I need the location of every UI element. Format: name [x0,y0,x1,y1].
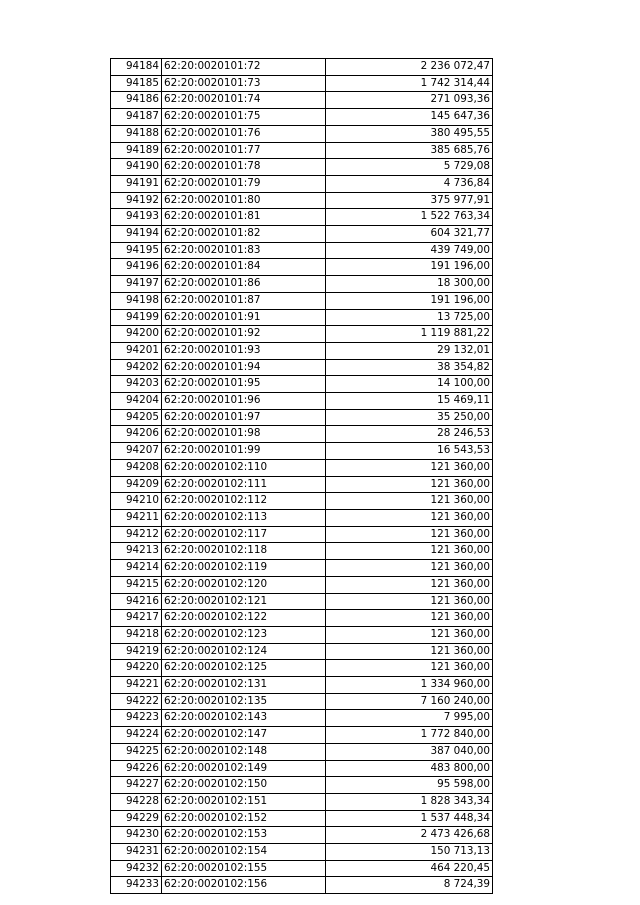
table-row [111,543,493,560]
table-row [111,660,493,677]
cadastral-value-cell: 271 093,36 [326,92,493,109]
cadastral-value-cell: 16 543,53 [326,443,493,460]
row-number-cell: 94205 [111,409,162,426]
table-row [111,793,493,810]
table-row [111,760,493,777]
table-row [111,142,493,159]
table-row [111,309,493,326]
table-row [111,459,493,476]
cadastral-value-cell: 121 360,00 [326,643,493,660]
cadastral-value-table [110,58,493,894]
row-number-cell: 94199 [111,309,162,326]
table-row [111,109,493,126]
table-row [111,242,493,259]
cadastral-number-cell: 62:20:0020101:80 [162,192,326,209]
row-number-cell: 94213 [111,543,162,560]
row-number-cell: 94198 [111,292,162,309]
cadastral-value-cell: 121 360,00 [326,476,493,493]
table-row [111,376,493,393]
table-row [111,393,493,410]
cadastral-value-cell: 121 360,00 [326,543,493,560]
table-row [111,509,493,526]
cadastral-number-cell: 62:20:0020102:153 [162,827,326,844]
row-number-cell: 94190 [111,159,162,176]
cadastral-value-cell: 121 360,00 [326,459,493,476]
cadastral-value-cell: 150 713,13 [326,844,493,861]
table-row [111,59,493,76]
table-row [111,209,493,226]
cadastral-number-cell: 62:20:0020102:151 [162,793,326,810]
cadastral-number-cell: 62:20:0020101:75 [162,109,326,126]
cadastral-value-cell: 29 132,01 [326,342,493,359]
table-row [111,342,493,359]
row-number-cell: 94184 [111,59,162,76]
row-number-cell: 94188 [111,125,162,142]
table-row [111,226,493,243]
cadastral-number-cell: 62:20:0020102:121 [162,593,326,610]
cadastral-value-cell: 121 360,00 [326,610,493,627]
cadastral-value-cell: 483 800,00 [326,760,493,777]
table-row [111,860,493,877]
cadastral-number-cell: 62:20:0020101:76 [162,125,326,142]
table-row [111,326,493,343]
cadastral-value-cell: 15 469,11 [326,393,493,410]
cadastral-value-cell: 191 196,00 [326,259,493,276]
table-row [111,677,493,694]
cadastral-value-cell: 145 647,36 [326,109,493,126]
table-row [111,192,493,209]
row-number-cell: 94233 [111,877,162,894]
table-row [111,576,493,593]
cadastral-number-cell: 62:20:0020102:110 [162,459,326,476]
cadastral-value-cell: 387 040,00 [326,743,493,760]
cadastral-number-cell: 62:20:0020102:150 [162,777,326,794]
row-number-cell: 94221 [111,677,162,694]
cadastral-value-cell: 8 724,39 [326,877,493,894]
cadastral-number-cell: 62:20:0020101:83 [162,242,326,259]
cadastral-number-cell: 62:20:0020101:98 [162,426,326,443]
table-row [111,877,493,894]
cadastral-number-cell: 62:20:0020101:97 [162,409,326,426]
cadastral-number-cell: 62:20:0020101:94 [162,359,326,376]
row-number-cell: 94231 [111,844,162,861]
row-number-cell: 94227 [111,777,162,794]
table-row [111,409,493,426]
row-number-cell: 94187 [111,109,162,126]
cadastral-value-cell: 380 495,55 [326,125,493,142]
row-number-cell: 94186 [111,92,162,109]
row-number-cell: 94192 [111,192,162,209]
table-row [111,727,493,744]
cadastral-value-cell: 28 246,53 [326,426,493,443]
row-number-cell: 94230 [111,827,162,844]
row-number-cell: 94203 [111,376,162,393]
table-row [111,276,493,293]
cadastral-number-cell: 62:20:0020101:82 [162,226,326,243]
row-number-cell: 94209 [111,476,162,493]
table-row [111,92,493,109]
row-number-cell: 94228 [111,793,162,810]
cadastral-number-cell: 62:20:0020102:123 [162,626,326,643]
row-number-cell: 94220 [111,660,162,677]
cadastral-number-cell: 62:20:0020102:124 [162,643,326,660]
table-row [111,443,493,460]
row-number-cell: 94200 [111,326,162,343]
table-body [111,59,493,894]
cadastral-value-cell: 1 537 448,34 [326,810,493,827]
cadastral-value-cell: 121 360,00 [326,576,493,593]
cadastral-value-cell: 191 196,00 [326,292,493,309]
cadastral-number-cell: 62:20:0020102:112 [162,493,326,510]
table-row [111,810,493,827]
cadastral-number-cell: 62:20:0020102:143 [162,710,326,727]
cadastral-value-cell: 375 977,91 [326,192,493,209]
cadastral-value-cell: 2 473 426,68 [326,827,493,844]
cadastral-value-cell: 2 236 072,47 [326,59,493,76]
cadastral-number-cell: 62:20:0020102:125 [162,660,326,677]
table-row [111,359,493,376]
table-row [111,75,493,92]
row-number-cell: 94206 [111,426,162,443]
row-number-cell: 94197 [111,276,162,293]
table-row [111,159,493,176]
cadastral-value-cell: 35 250,00 [326,409,493,426]
cadastral-number-cell: 62:20:0020101:95 [162,376,326,393]
table-row [111,125,493,142]
row-number-cell: 94224 [111,727,162,744]
cadastral-number-cell: 62:20:0020102:147 [162,727,326,744]
cadastral-number-cell: 62:20:0020101:96 [162,393,326,410]
cadastral-number-cell: 62:20:0020101:73 [162,75,326,92]
cadastral-value-cell: 13 725,00 [326,309,493,326]
cadastral-value-cell: 385 685,76 [326,142,493,159]
table-row [111,175,493,192]
cadastral-number-cell: 62:20:0020102:111 [162,476,326,493]
cadastral-number-cell: 62:20:0020102:155 [162,860,326,877]
row-number-cell: 94208 [111,459,162,476]
table-row [111,476,493,493]
table-row [111,693,493,710]
table-row [111,827,493,844]
cadastral-value-cell: 14 100,00 [326,376,493,393]
cadastral-value-cell: 121 360,00 [326,560,493,577]
cadastral-value-cell: 121 360,00 [326,626,493,643]
row-number-cell: 94219 [111,643,162,660]
table-row [111,259,493,276]
cadastral-number-cell: 62:20:0020101:72 [162,59,326,76]
row-number-cell: 94211 [111,509,162,526]
cadastral-number-cell: 62:20:0020101:86 [162,276,326,293]
row-number-cell: 94217 [111,610,162,627]
row-number-cell: 94194 [111,226,162,243]
cadastral-value-cell: 1 334 960,00 [326,677,493,694]
cadastral-value-cell: 1 119 881,22 [326,326,493,343]
cadastral-value-cell: 1 828 343,34 [326,793,493,810]
cadastral-value-cell: 439 749,00 [326,242,493,259]
cadastral-number-cell: 62:20:0020101:87 [162,292,326,309]
row-number-cell: 94204 [111,393,162,410]
row-number-cell: 94191 [111,175,162,192]
table-row [111,292,493,309]
row-number-cell: 94212 [111,526,162,543]
row-number-cell: 94196 [111,259,162,276]
cadastral-number-cell: 62:20:0020101:99 [162,443,326,460]
cadastral-value-cell: 1 522 763,34 [326,209,493,226]
cadastral-value-cell: 1 742 314,44 [326,75,493,92]
cadastral-value-cell: 7 160 240,00 [326,693,493,710]
row-number-cell: 94222 [111,693,162,710]
row-number-cell: 94226 [111,760,162,777]
row-number-cell: 94202 [111,359,162,376]
cadastral-number-cell: 62:20:0020101:91 [162,309,326,326]
cadastral-value-cell: 7 995,00 [326,710,493,727]
row-number-cell: 94193 [111,209,162,226]
cadastral-number-cell: 62:20:0020101:79 [162,175,326,192]
cadastral-number-cell: 62:20:0020102:119 [162,560,326,577]
cadastral-value-cell: 604 321,77 [326,226,493,243]
cadastral-number-cell: 62:20:0020101:93 [162,342,326,359]
cadastral-number-cell: 62:20:0020102:154 [162,844,326,861]
table-row [111,426,493,443]
cadastral-number-cell: 62:20:0020102:113 [162,509,326,526]
cadastral-value-cell: 121 360,00 [326,526,493,543]
cadastral-number-cell: 62:20:0020101:81 [162,209,326,226]
cadastral-number-cell: 62:20:0020102:149 [162,760,326,777]
row-number-cell: 94214 [111,560,162,577]
cadastral-number-cell: 62:20:0020101:74 [162,92,326,109]
cadastral-number-cell: 62:20:0020102:118 [162,543,326,560]
cadastral-value-cell: 464 220,45 [326,860,493,877]
table-row [111,560,493,577]
cadastral-value-cell: 121 360,00 [326,660,493,677]
row-number-cell: 94185 [111,75,162,92]
cadastral-number-cell: 62:20:0020101:77 [162,142,326,159]
row-number-cell: 94201 [111,342,162,359]
table-row [111,493,493,510]
row-number-cell: 94207 [111,443,162,460]
cadastral-number-cell: 62:20:0020102:135 [162,693,326,710]
table-row [111,844,493,861]
cadastral-number-cell: 62:20:0020102:156 [162,877,326,894]
table-row [111,593,493,610]
row-number-cell: 94229 [111,810,162,827]
cadastral-value-cell: 1 772 840,00 [326,727,493,744]
table-row [111,610,493,627]
cadastral-value-cell: 5 729,08 [326,159,493,176]
table-row [111,626,493,643]
table-row [111,743,493,760]
row-number-cell: 94215 [111,576,162,593]
table-row [111,710,493,727]
row-number-cell: 94210 [111,493,162,510]
cadastral-value-cell: 121 360,00 [326,593,493,610]
cadastral-number-cell: 62:20:0020102:122 [162,610,326,627]
cadastral-number-cell: 62:20:0020102:152 [162,810,326,827]
cadastral-value-cell: 38 354,82 [326,359,493,376]
row-number-cell: 94223 [111,710,162,727]
cadastral-value-cell: 4 736,84 [326,175,493,192]
cadastral-value-cell: 121 360,00 [326,493,493,510]
cadastral-number-cell: 62:20:0020101:78 [162,159,326,176]
cadastral-number-cell: 62:20:0020102:148 [162,743,326,760]
cadastral-value-cell: 95 598,00 [326,777,493,794]
table-row [111,643,493,660]
cadastral-number-cell: 62:20:0020102:117 [162,526,326,543]
row-number-cell: 94189 [111,142,162,159]
cadastral-value-cell: 121 360,00 [326,509,493,526]
cadastral-number-cell: 62:20:0020101:84 [162,259,326,276]
row-number-cell: 94232 [111,860,162,877]
table-row [111,526,493,543]
cadastral-number-cell: 62:20:0020102:120 [162,576,326,593]
cadastral-value-cell: 18 300,00 [326,276,493,293]
cadastral-number-cell: 62:20:0020101:92 [162,326,326,343]
row-number-cell: 94195 [111,242,162,259]
row-number-cell: 94216 [111,593,162,610]
cadastral-number-cell: 62:20:0020102:131 [162,677,326,694]
row-number-cell: 94225 [111,743,162,760]
row-number-cell: 94218 [111,626,162,643]
table-row [111,777,493,794]
